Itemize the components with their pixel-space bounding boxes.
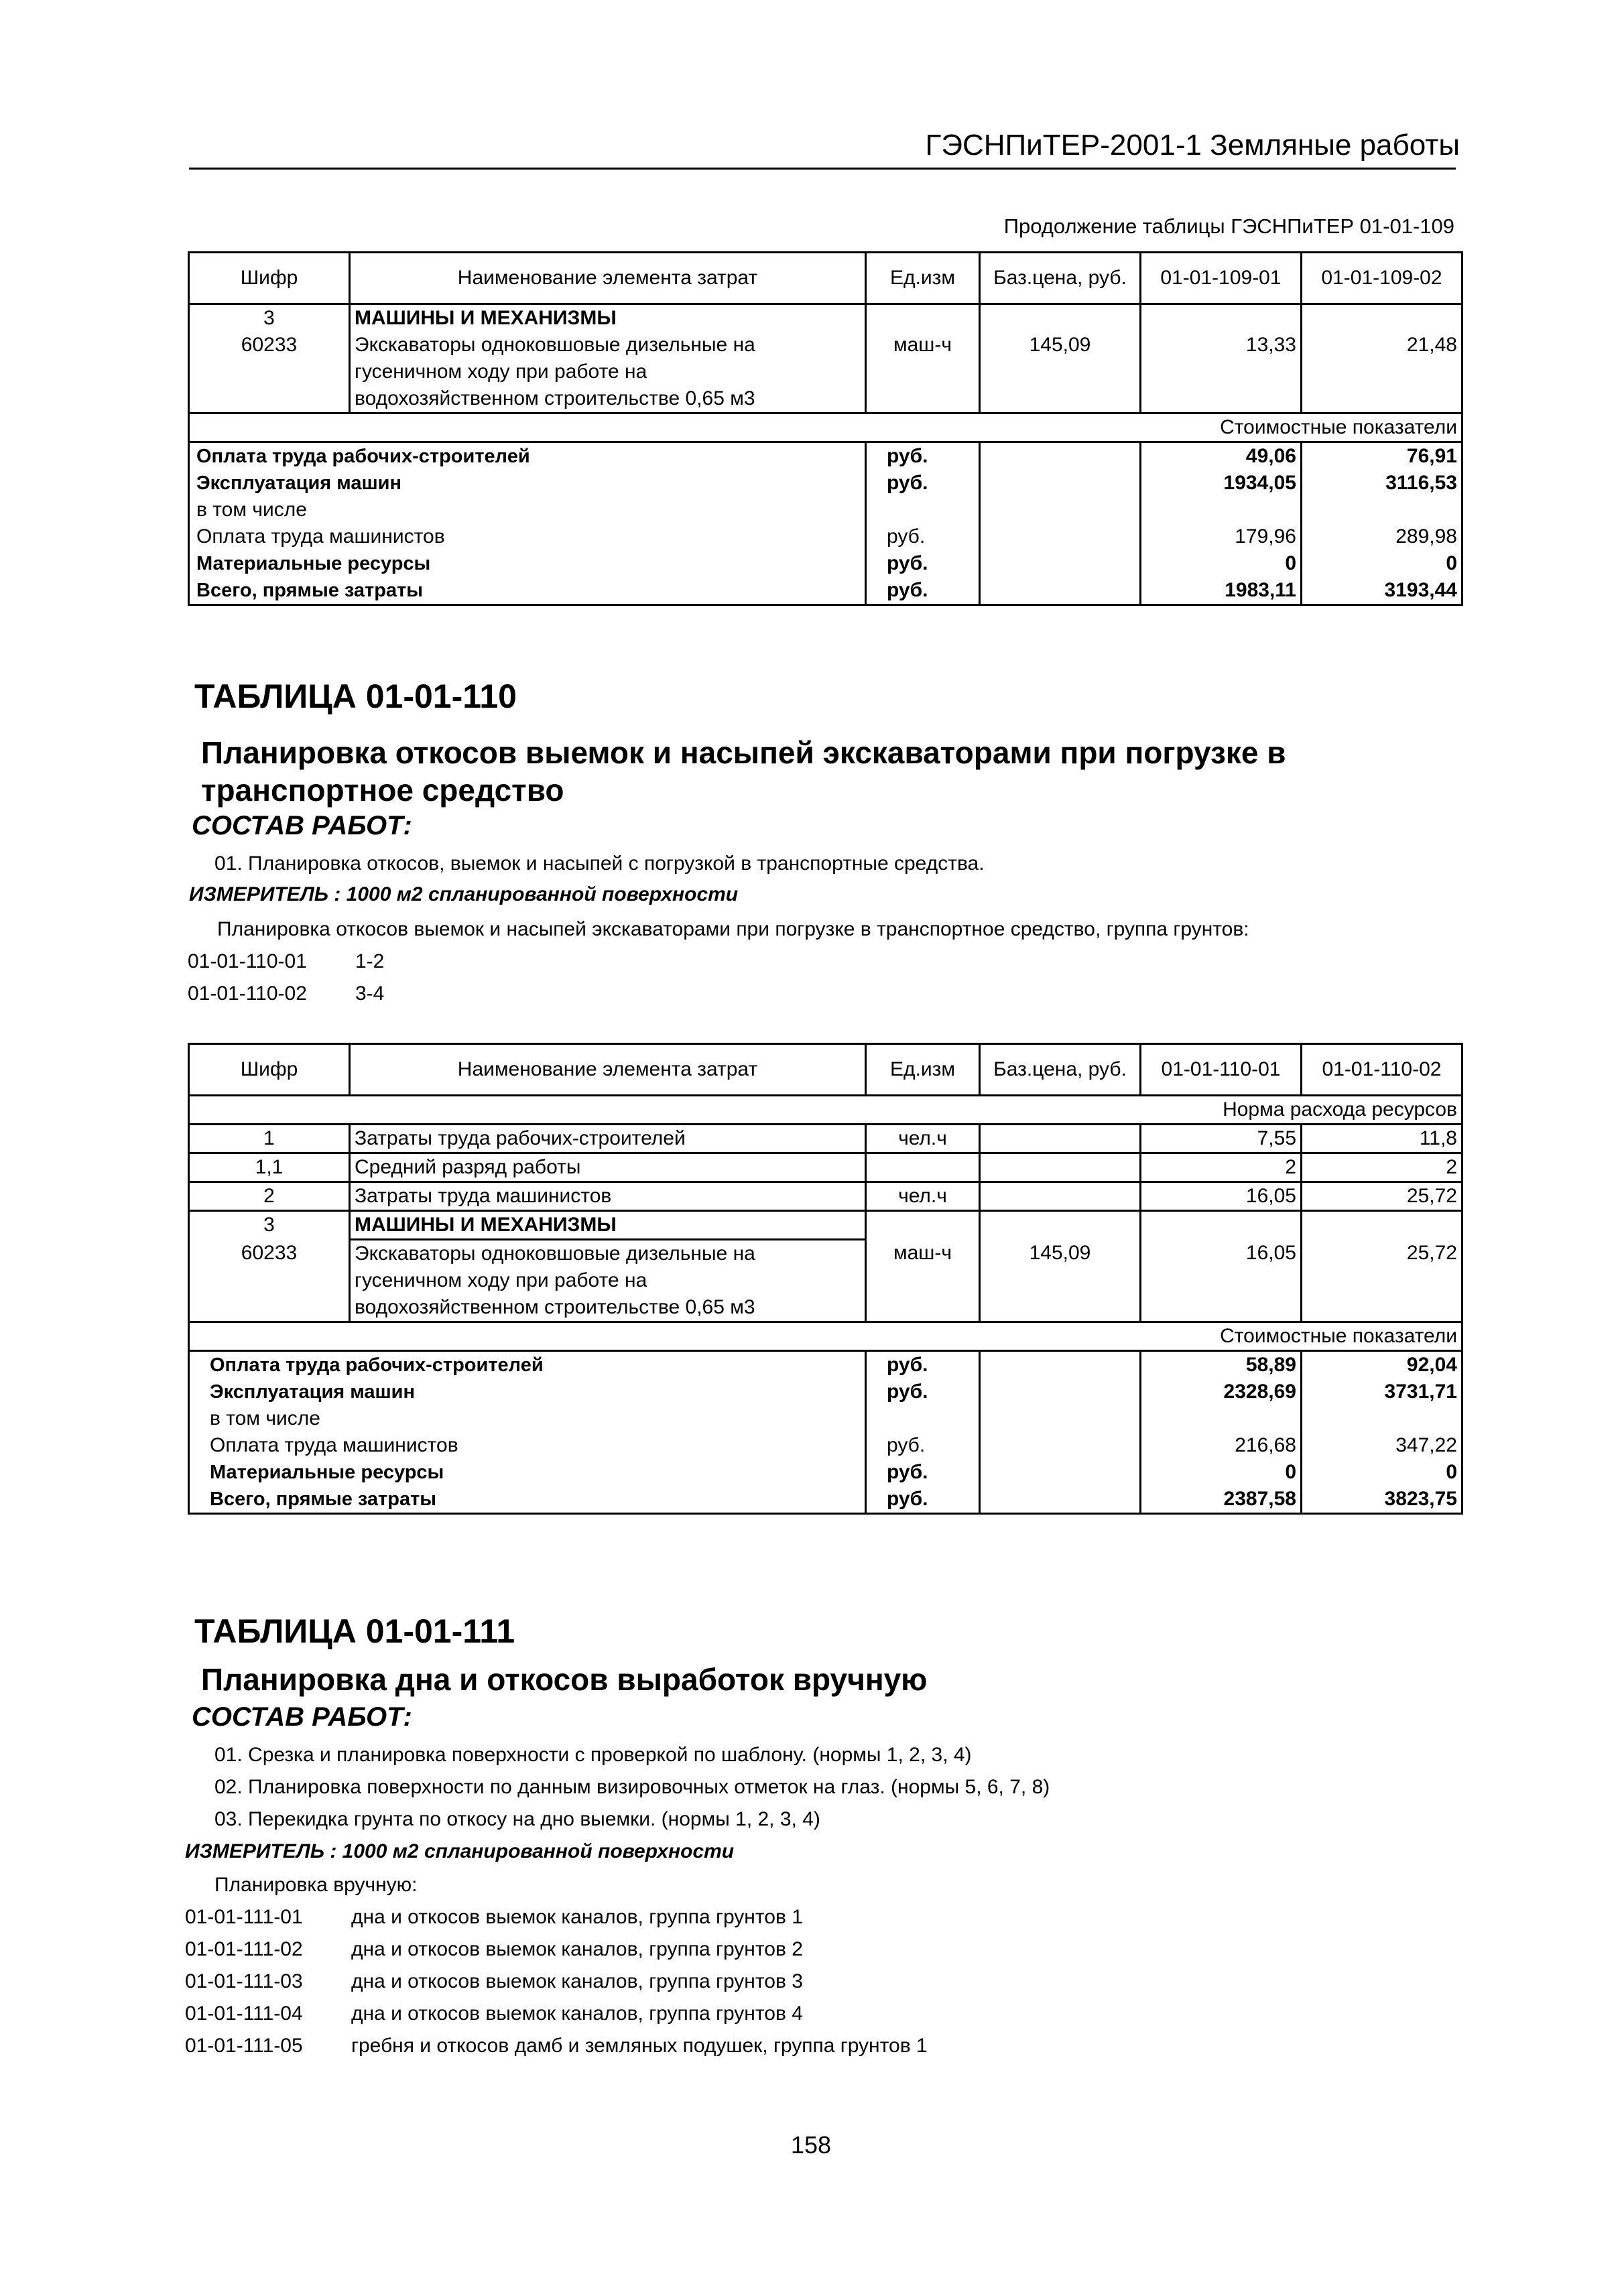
cost-row: Эксплуатация машин руб. 2328,69 3731,71 xyxy=(189,1379,1462,1405)
table-110-code: 01-01-110-02 xyxy=(188,982,307,1005)
page-number: 158 xyxy=(790,2131,832,2159)
table-111-code: 01-01-111-03 xyxy=(185,1970,303,1992)
table-01-01-110 xyxy=(188,1043,1463,1515)
col-header-unit: Ед.изм xyxy=(866,253,980,304)
table-110-sostav: СОСТАВ РАБОТ: xyxy=(192,811,412,840)
header-rule xyxy=(189,168,1456,170)
table-110-code: 01-01-110-01 xyxy=(188,950,307,972)
table-111-code-desc: дна и откосов выемок каналов, группа грунтов 2 xyxy=(351,1938,803,1960)
table-110-intro: Планировка откосов выемок и насыпей экскаваторами при погрузке в транспортное средство, группа грунтов: xyxy=(217,918,1249,940)
col-header-code-1: 01-01-110-01 xyxy=(1141,1044,1302,1096)
table-111-title: ТАБЛИЦА 01-01-111 xyxy=(194,1612,515,1650)
table-110-code-desc: 1-2 xyxy=(355,950,385,972)
table-header-row xyxy=(189,253,1462,304)
table-110-measure: ИЗМЕРИТЕЛЬ : 1000 м2 спланированной поверхности xyxy=(189,883,739,905)
table-row-machine: 60233 Экскаваторы одноковшовые дизельные на гусеничном ходу при работе на водохозяйственном строительстве 0,65 м3 маш-ч 145,09 13,33 21,48 xyxy=(189,332,1462,413)
table-110-title: ТАБЛИЦА 01-01-110 xyxy=(194,678,517,715)
cost-row: Оплата труда машинистов руб. 179,96 289,98 xyxy=(189,523,1462,550)
cost-row: Оплата труда машинистов руб. 216,68 347,22 xyxy=(189,1432,1462,1459)
table-continuation-note: Продолжение таблицы ГЭСНПиТЕР 01-01-109 xyxy=(1003,214,1454,238)
table-111-code-desc: дна и откосов выемок каналов, группа грунтов 3 xyxy=(351,1970,803,1992)
col-header-code: Шифр xyxy=(189,253,350,304)
table-111-code: 01-01-111-01 xyxy=(185,1906,303,1928)
table-111-code-desc: дна и откосов выемок каналов, группа грунтов 4 xyxy=(351,2002,803,2025)
cost-row-total: Всего, прямые затраты руб. 2387,58 3823,75 xyxy=(189,1486,1462,1514)
col-header-code-2: 01-01-109-02 xyxy=(1302,253,1462,304)
cost-row: в том числе xyxy=(189,1405,1462,1432)
table-row: 1,1 Средний разряд работы 2 2 xyxy=(189,1153,1462,1182)
table-row: 2 Затраты труда машинистов чел.ч 16,05 25,72 xyxy=(189,1182,1462,1211)
table-row: 1 Затраты труда рабочих-строителей чел.ч 7,55 11,8 xyxy=(189,1125,1462,1153)
section-row-machines: 3 МАШИНЫ И МЕХАНИЗМЫ xyxy=(189,1211,1462,1240)
cost-label-row: Стоимостные показатели xyxy=(189,413,1462,442)
col-header-code-2: 01-01-110-02 xyxy=(1302,1044,1462,1096)
table-01-01-109 xyxy=(188,251,1463,606)
table-111-intro: Планировка вручную: xyxy=(214,1874,418,1896)
table-110-subtitle: Планировка откосов выемок и насыпей экскаваторами при погрузке в транспортное средство xyxy=(201,735,1286,808)
cost-row: Материальные ресурсы руб. 0 0 xyxy=(189,550,1462,577)
norm-label-row: Норма расхода ресурсов xyxy=(189,1096,1462,1125)
col-header-name: Наименование элемента затрат xyxy=(350,1044,866,1096)
table-header-row xyxy=(189,1044,1462,1096)
col-header-price: Баз.цена, руб. xyxy=(980,1044,1141,1096)
section-row-machines: 3 МАШИНЫ И МЕХАНИЗМЫ xyxy=(189,304,1462,332)
running-header: ГЭСНПиТЕР-2001-1 Земляные работы xyxy=(925,129,1460,162)
cost-row: в том числе xyxy=(189,497,1462,523)
table-111-measure: ИЗМЕРИТЕЛЬ : 1000 м2 спланированной поверхности xyxy=(185,1840,735,1862)
table-111-work: 02. Планировка поверхности по данным визировочных отметок на глаз. (нормы 5, 6, 7, 8) xyxy=(214,1776,1050,1798)
col-header-code: Шифр xyxy=(189,1044,350,1096)
col-header-unit: Ед.изм xyxy=(866,1044,980,1096)
table-110-code-desc: 3-4 xyxy=(355,982,385,1005)
cost-row: Оплата труда рабочих-строителей руб. 58,89 92,04 xyxy=(189,1351,1462,1379)
cost-row: Материальные ресурсы руб. 0 0 xyxy=(189,1459,1462,1486)
col-header-code-1: 01-01-109-01 xyxy=(1141,253,1302,304)
table-111-code-desc: гребня и откосов дамб и земляных подушек, группа грунтов 1 xyxy=(351,2035,928,2057)
table-110-work-1: 01. Планировка откосов, выемок и насыпей с погрузкой в транспортные средства. xyxy=(214,852,985,875)
table-row-machine: 60233 Экскаваторы одноковшовые дизельные на гусеничном ходу при работе на водохозяйственном строительстве 0,65 м3 маш-ч 145,09 16,05 25,72 xyxy=(189,1240,1462,1322)
table-111-code: 01-01-111-05 xyxy=(185,2035,303,2057)
table-111-work: 03. Перекидка грунта по откосу на дно выемки. (нормы 1, 2, 3, 4) xyxy=(214,1808,820,1830)
table-111-code: 01-01-111-02 xyxy=(185,1938,303,1960)
table-111-subtitle: Планировка дна и откосов выработок вручную xyxy=(201,1662,928,1697)
col-header-price: Баз.цена, руб. xyxy=(980,253,1141,304)
cost-row-total: Всего, прямые затраты руб. 1983,11 3193,44 xyxy=(189,577,1462,605)
table-111-work: 01. Срезка и планировка поверхности с проверкой по шаблону. (нормы 1, 2, 3, 4) xyxy=(214,1744,972,1766)
cost-row: Эксплуатация машин руб. 1934,05 3116,53 xyxy=(189,470,1462,497)
table-111-sostav: СОСТАВ РАБОТ: xyxy=(192,1702,412,1732)
col-header-name: Наименование элемента затрат xyxy=(350,253,866,304)
cost-row: Оплата труда рабочих-строителей руб. 49,06 76,91 xyxy=(189,442,1462,470)
table-111-code-desc: дна и откосов выемок каналов, группа грунтов 1 xyxy=(351,1906,803,1928)
table-111-code: 01-01-111-04 xyxy=(185,2002,303,2025)
cost-label-row: Стоимостные показатели xyxy=(189,1322,1462,1351)
